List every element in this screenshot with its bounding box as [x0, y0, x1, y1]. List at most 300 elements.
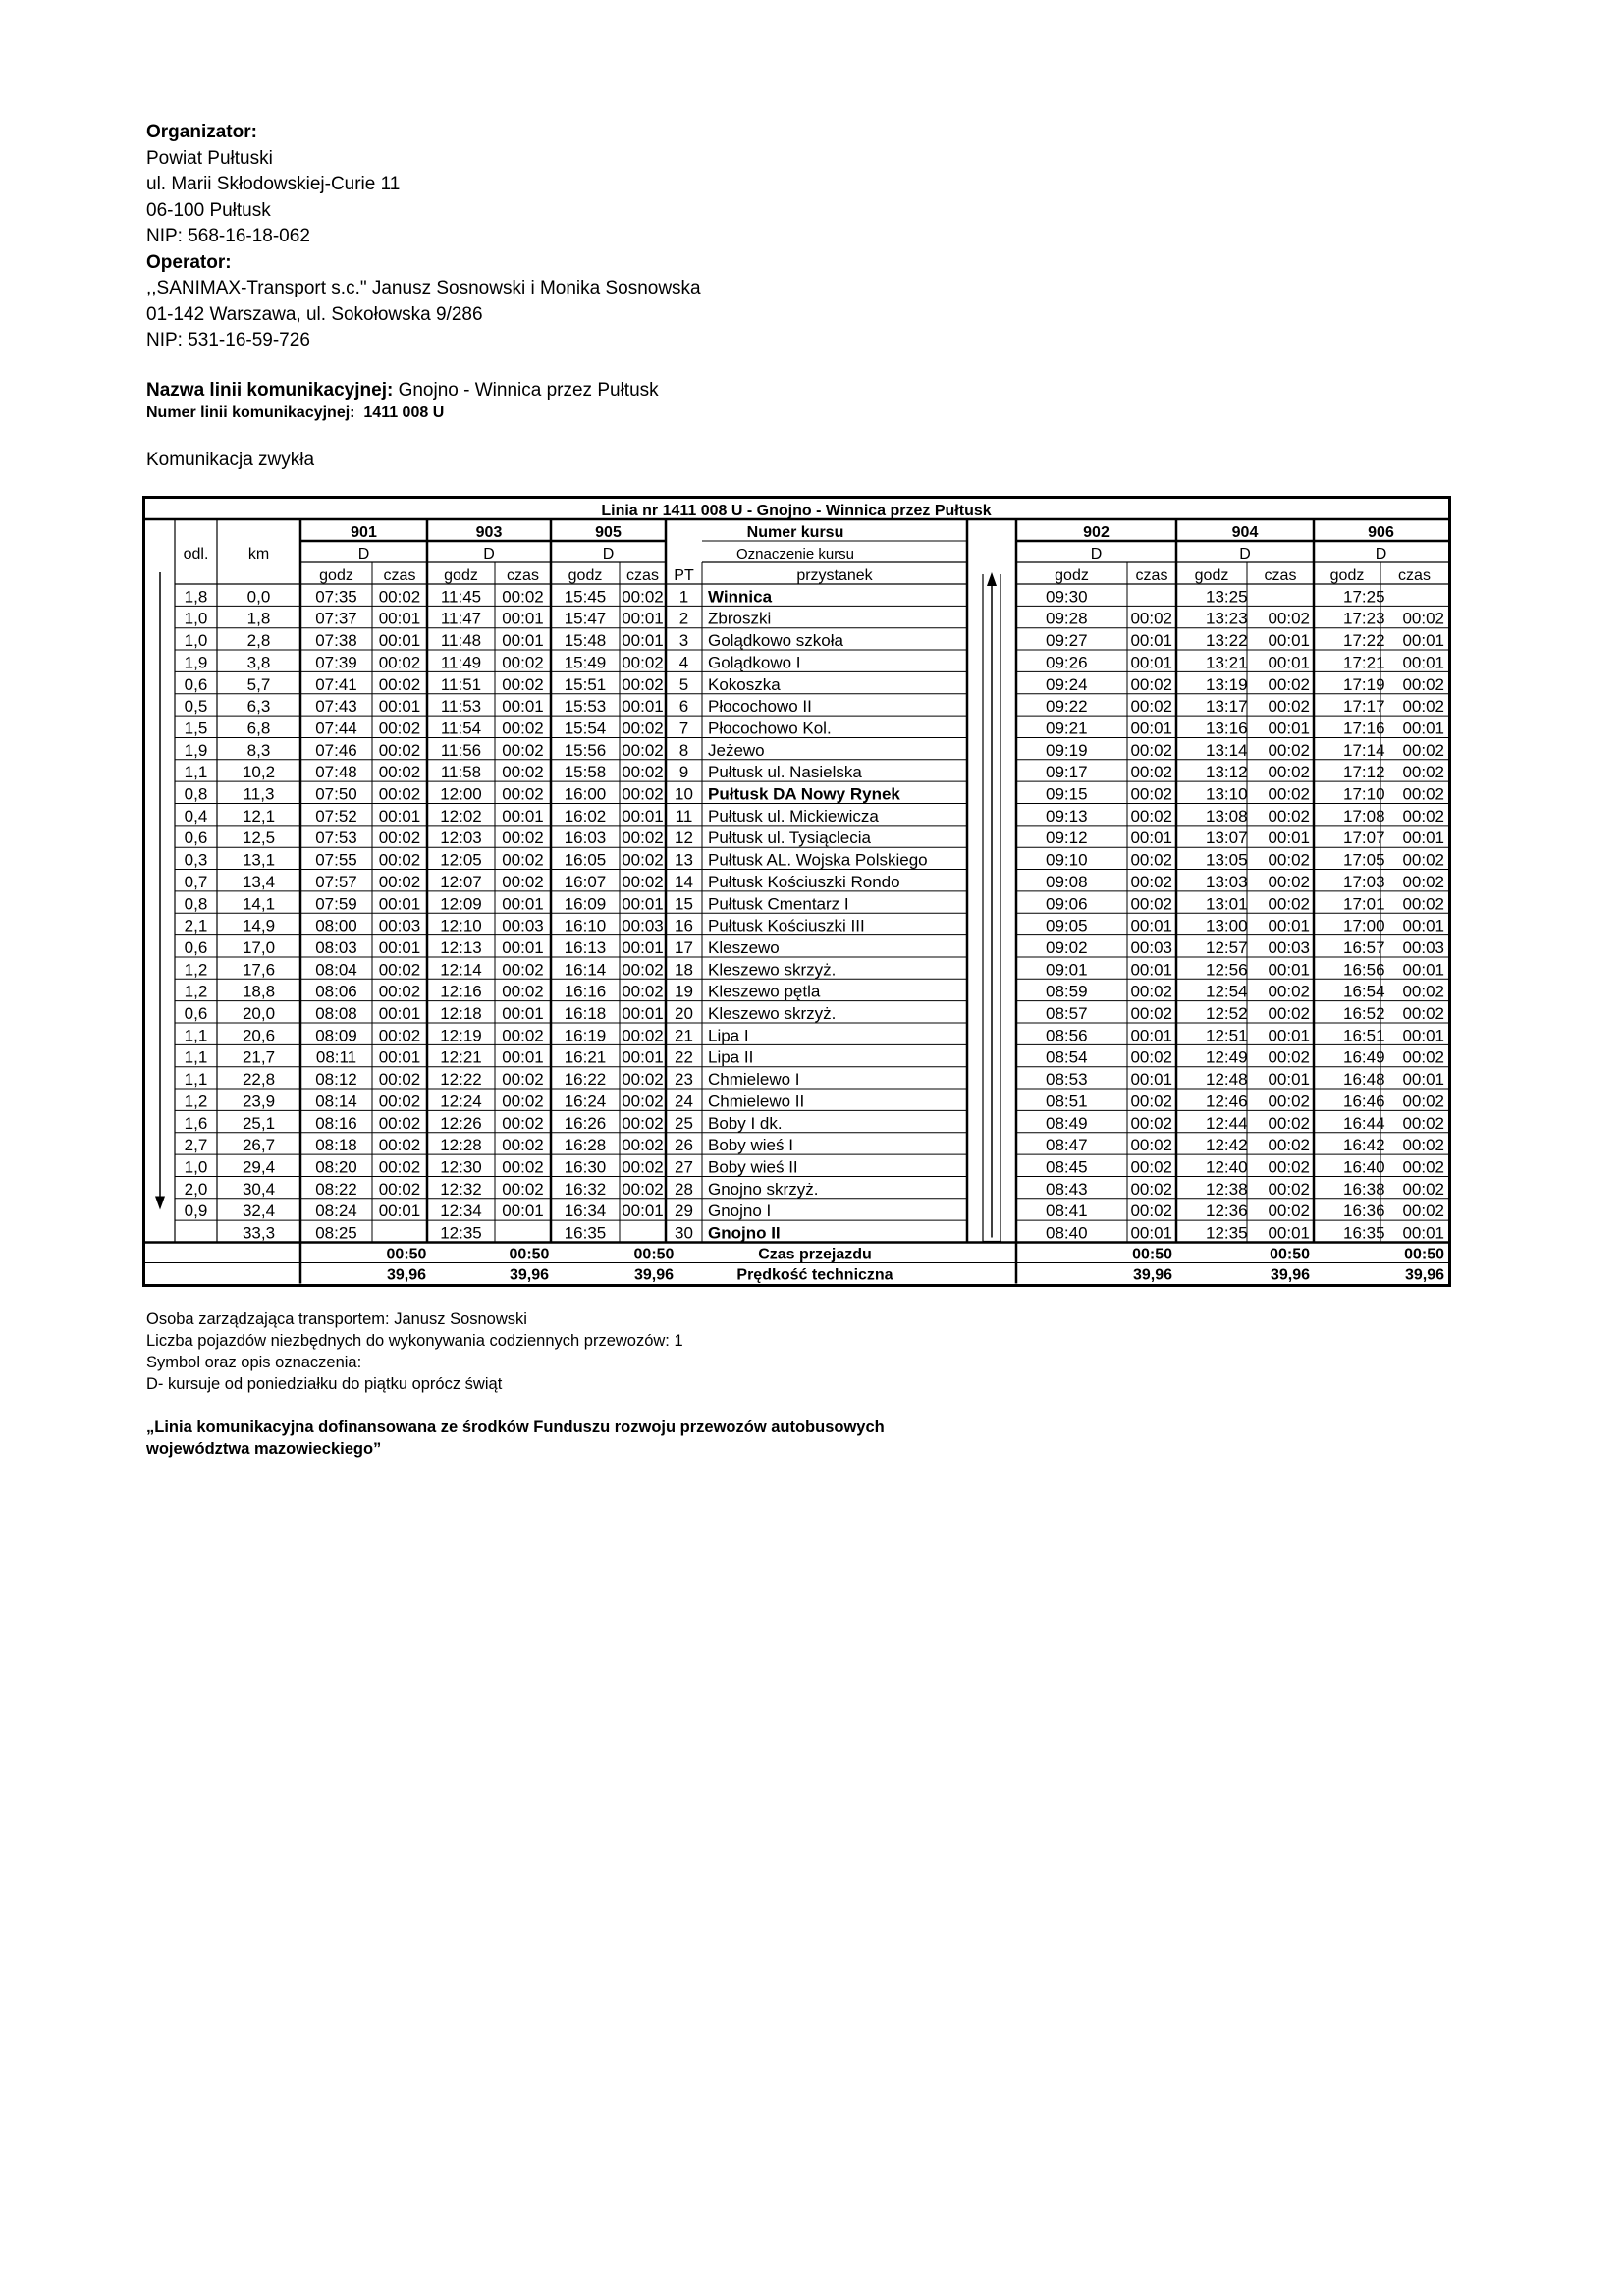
time-cell: 13:03	[1206, 872, 1248, 891]
time-cell: 00:01	[502, 894, 544, 914]
time-cell: 12:36	[1206, 1201, 1248, 1221]
time-cell: 00:01	[1268, 631, 1310, 651]
time-cell: 00:01	[622, 1201, 664, 1221]
stop-name: Golądkowo I	[708, 653, 801, 672]
time-cell: 12:44	[1206, 1113, 1248, 1133]
time-cell: 00:02	[502, 587, 544, 607]
time-cell: 00:01	[1402, 1026, 1444, 1045]
time-cell: 08:16	[315, 1113, 357, 1133]
time-cell: 00:02	[1268, 1179, 1310, 1199]
time-cell: 00:02	[1402, 1157, 1444, 1177]
time-cell: 00:02	[378, 828, 421, 848]
time-cell: 00:02	[1402, 674, 1444, 694]
time-cell: 08:59	[1046, 982, 1088, 1001]
stop-name: Winnica	[708, 587, 773, 607]
time-cell: 00:02	[622, 828, 664, 848]
time-cell: 07:48	[315, 763, 357, 782]
time-cell: 00:02	[622, 1136, 664, 1155]
time-cell: 00:02	[1268, 674, 1310, 694]
time-cell: 00:01	[502, 697, 544, 717]
odl-cell: 0,6	[184, 1004, 208, 1023]
time-cell: 00:02	[378, 674, 421, 694]
time-cell: 16:40	[1343, 1157, 1385, 1177]
time-cell: 12:05	[440, 850, 482, 870]
odl-cell: 1,0	[184, 1157, 208, 1177]
time-cell: 00:02	[502, 1157, 544, 1177]
time-cell: 00:02	[1402, 763, 1444, 782]
stop-name: Lipa I	[708, 1026, 749, 1045]
time-cell: 15:53	[564, 697, 607, 717]
time-cell: 00:02	[1268, 609, 1310, 628]
time-cell: 00:02	[378, 587, 421, 607]
pt-cell: 1	[678, 587, 689, 607]
km-cell: 17,0	[242, 937, 276, 957]
time-cell: 00:03	[1402, 937, 1444, 957]
time-cell: 12:00	[440, 784, 482, 804]
time-cell: 00:02	[378, 740, 421, 760]
time-cell: 16:28	[564, 1136, 607, 1155]
time-cell: 00:02	[1130, 894, 1172, 914]
time-cell: 09:26	[1046, 653, 1088, 672]
time-cell: 00:02	[1130, 1136, 1172, 1155]
time-cell: 12:24	[440, 1092, 482, 1111]
odl-cell: 1,2	[184, 1092, 208, 1111]
stop-name: Pułtusk AL. Wojska Polskiego	[708, 850, 928, 870]
time-cell: 09:05	[1046, 916, 1088, 935]
time-cell: 09:01	[1046, 960, 1088, 980]
godz-header: godz	[319, 567, 353, 584]
time-cell: 16:36	[1343, 1201, 1385, 1221]
time-cell: 16:00	[564, 784, 607, 804]
time-cell: 00:03	[378, 916, 421, 935]
time-cell: 00:02	[1268, 784, 1310, 804]
pt-cell: 6	[678, 697, 689, 717]
time-cell: 00:02	[1268, 872, 1310, 891]
time-cell: 00:01	[502, 806, 544, 826]
time-cell: 13:07	[1206, 828, 1248, 848]
time-cell: 00:02	[622, 763, 664, 782]
stop-name: Kokoszka	[708, 674, 781, 694]
time-cell: 00:02	[1130, 872, 1172, 891]
godz-header: godz	[568, 567, 603, 584]
time-cell: 12:49	[1206, 1047, 1248, 1067]
time-cell: 00:01	[1268, 916, 1310, 935]
pt-cell: 28	[675, 1179, 693, 1199]
time-cell: 00:03	[1268, 937, 1310, 957]
time-cell: 00:02	[1268, 697, 1310, 717]
time-cell: 12:48	[1206, 1070, 1248, 1090]
time-cell: 16:30	[564, 1157, 607, 1177]
time-cell: 00:02	[622, 1026, 664, 1045]
time-cell: 00:02	[1402, 1047, 1444, 1067]
time-cell: 09:24	[1046, 674, 1088, 694]
time-cell: 00:02	[1268, 1047, 1310, 1067]
time-cell: 12:32	[440, 1179, 482, 1199]
stop-name: Pułtusk ul. Mickiewicza	[708, 806, 879, 826]
total-time-cell: 00:50	[509, 1246, 550, 1263]
time-cell: 07:57	[315, 872, 357, 891]
time-cell: 00:03	[1130, 937, 1172, 957]
time-cell: 16:44	[1343, 1113, 1385, 1133]
time-cell: 00:01	[1130, 1070, 1172, 1090]
pt-cell: 19	[675, 982, 693, 1001]
course-number: 904	[1231, 524, 1259, 541]
time-cell: 15:54	[564, 719, 607, 738]
total-time-cell: 00:50	[1132, 1246, 1172, 1263]
km-cell: 13,4	[242, 872, 276, 891]
time-cell: 17:25	[1343, 587, 1385, 607]
time-cell: 08:09	[315, 1026, 357, 1045]
operator-nip: NIP: 531-16-59-726	[146, 330, 310, 350]
time-cell: 09:10	[1046, 850, 1088, 870]
time-cell: 16:35	[564, 1223, 607, 1243]
pt-cell: 23	[675, 1070, 693, 1090]
time-cell: 17:10	[1343, 784, 1385, 804]
time-cell: 15:58	[564, 763, 607, 782]
stop-name: Pułtusk ul. Nasielska	[708, 763, 862, 782]
time-cell: 13:10	[1206, 784, 1248, 804]
time-cell: 11:49	[440, 653, 482, 672]
time-cell: 11:47	[440, 609, 482, 628]
time-cell: 08:18	[315, 1136, 357, 1155]
time-cell: 09:22	[1046, 697, 1088, 717]
time-cell: 00:02	[378, 653, 421, 672]
time-cell: 16:22	[564, 1070, 607, 1090]
odl-cell: 0,8	[184, 784, 208, 804]
pt-cell: 29	[675, 1201, 693, 1221]
time-cell: 00:02	[1130, 740, 1172, 760]
przystanek-header: przystanek	[796, 567, 873, 584]
time-cell: 00:02	[1268, 1157, 1310, 1177]
time-cell: 00:02	[502, 1026, 544, 1045]
time-cell: 00:02	[1402, 697, 1444, 717]
pt-cell: 22	[675, 1047, 693, 1067]
km-cell: 11,3	[243, 784, 275, 804]
stop-name: Pułtusk ul. Tysiąclecia	[708, 828, 871, 848]
time-cell: 16:48	[1343, 1070, 1385, 1090]
pt-header: PT	[674, 567, 694, 584]
time-cell: 08:56	[1046, 1026, 1088, 1045]
time-cell: 08:40	[1046, 1223, 1088, 1243]
czas-header: czas	[1264, 567, 1297, 584]
time-cell: 07:55	[315, 850, 357, 870]
czas-header: czas	[383, 567, 416, 584]
time-cell: 00:01	[622, 1047, 664, 1067]
time-cell: 12:40	[1206, 1157, 1248, 1177]
time-cell: 00:01	[1130, 719, 1172, 738]
time-cell: 09:02	[1046, 937, 1088, 957]
time-cell: 09:27	[1046, 631, 1088, 651]
total-time-cell: 00:50	[633, 1246, 675, 1263]
time-cell: 00:02	[502, 1092, 544, 1111]
odl-cell: 1,0	[184, 631, 208, 651]
stop-name: Kleszewo skrzyż.	[708, 1004, 837, 1023]
time-cell: 00:01	[502, 631, 544, 651]
time-cell: 16:38	[1343, 1179, 1385, 1199]
time-cell: 00:01	[622, 631, 664, 651]
odl-cell: 1,2	[184, 960, 208, 980]
time-cell: 16:02	[564, 806, 607, 826]
time-cell: 00:02	[622, 784, 664, 804]
time-cell: 00:01	[1130, 828, 1172, 848]
time-cell: 00:02	[1402, 1113, 1444, 1133]
course-mark: D	[1239, 546, 1251, 562]
km-cell: 5,7	[246, 674, 271, 694]
km-cell: 2,8	[246, 631, 271, 651]
course-mark: D	[483, 546, 495, 562]
time-cell: 12:52	[1206, 1004, 1248, 1023]
odl-cell: 0,9	[184, 1201, 208, 1221]
km-cell: 25,1	[242, 1113, 276, 1133]
pt-cell: 5	[678, 674, 689, 694]
km-cell: 26,7	[242, 1136, 276, 1155]
km-cell: 0,0	[246, 587, 271, 607]
time-cell: 12:56	[1206, 960, 1248, 980]
symbol-d-description: D- kursuje od poniedziałku do piątku oprócz świąt	[146, 1375, 503, 1393]
time-cell: 00:02	[1268, 894, 1310, 914]
time-cell: 00:01	[622, 894, 664, 914]
up-arrow-icon	[987, 572, 997, 586]
time-cell: 07:38	[315, 631, 357, 651]
time-cell: 17:17	[1343, 697, 1385, 717]
line-name-value: Gnojno - Winnica przez Pułtusk	[393, 380, 659, 400]
time-cell: 00:01	[1268, 719, 1310, 738]
time-cell: 00:01	[378, 1047, 421, 1067]
time-cell: 16:46	[1343, 1092, 1385, 1111]
time-cell: 00:02	[1130, 1047, 1172, 1067]
time-cell: 17:03	[1343, 872, 1385, 891]
km-cell: 14,1	[242, 894, 276, 914]
km-cell: 12,1	[242, 806, 276, 826]
symbols-label: Symbol oraz opis oznaczenia:	[146, 1354, 362, 1371]
time-cell: 00:02	[1268, 982, 1310, 1001]
time-cell: 00:01	[622, 697, 664, 717]
time-cell: 08:24	[315, 1201, 357, 1221]
time-cell: 16:42	[1343, 1136, 1385, 1155]
time-cell: 08:03	[315, 937, 357, 957]
km-cell: 20,6	[242, 1026, 276, 1045]
km-cell: 17,6	[242, 960, 276, 980]
pt-cell: 11	[675, 806, 693, 826]
vehicles-count: Liczba pojazdów niezbędnych do wykonywania codziennych przewozów: 1	[146, 1332, 683, 1350]
time-cell: 13:16	[1206, 719, 1248, 738]
stop-name: Kleszewo	[708, 937, 780, 957]
time-cell: 00:02	[502, 1179, 544, 1199]
time-cell: 00:01	[1402, 960, 1444, 980]
odl-cell: 0,8	[184, 894, 208, 914]
operator-name: ,,SANIMAX-Transport s.c." Janusz Sosnowski i Monika Sosnowska	[146, 278, 701, 298]
time-cell: 00:02	[1268, 850, 1310, 870]
km-cell: 23,9	[242, 1092, 276, 1111]
time-cell: 00:02	[378, 1136, 421, 1155]
time-cell: 09:12	[1046, 828, 1088, 848]
time-cell: 00:02	[502, 850, 544, 870]
time-cell: 00:02	[378, 1070, 421, 1090]
line-number-label: Numer linii komunikacyjnej:	[146, 404, 355, 421]
time-cell: 00:02	[502, 740, 544, 760]
godz-header: godz	[1329, 567, 1365, 584]
stop-name: Golądkowo szkoła	[708, 631, 843, 651]
time-cell: 00:02	[1130, 1157, 1172, 1177]
time-cell: 08:11	[315, 1047, 357, 1067]
time-cell: 00:02	[622, 740, 664, 760]
organizer-street: ul. Marii Skłodowskiej-Curie 11	[146, 174, 401, 194]
time-cell: 00:02	[502, 763, 544, 782]
czas-header: czas	[507, 567, 539, 584]
time-cell: 00:03	[622, 916, 664, 935]
time-cell: 16:26	[564, 1113, 607, 1133]
time-cell: 00:01	[502, 1047, 544, 1067]
czas-header: czas	[1135, 567, 1168, 584]
time-cell: 17:05	[1343, 850, 1385, 870]
time-cell: 00:02	[502, 982, 544, 1001]
pt-cell: 7	[678, 719, 689, 738]
time-cell: 00:01	[378, 806, 421, 826]
time-cell: 00:01	[502, 1201, 544, 1221]
time-cell: 00:02	[1130, 1201, 1172, 1221]
stop-name: Gnojno skrzyż.	[708, 1179, 819, 1199]
time-cell: 00:02	[378, 850, 421, 870]
time-cell: 08:41	[1046, 1201, 1088, 1221]
total-time-cell: 00:50	[386, 1246, 427, 1263]
time-cell: 16:19	[564, 1026, 607, 1045]
time-cell: 00:01	[378, 937, 421, 957]
km-cell: 29,4	[242, 1157, 276, 1177]
speed-cell: 39,96	[1270, 1266, 1310, 1284]
time-cell: 15:49	[564, 653, 607, 672]
time-cell: 16:32	[564, 1179, 607, 1199]
odl-cell: 0,4	[184, 806, 208, 826]
pt-cell: 20	[675, 1004, 693, 1023]
time-cell: 16:52	[1343, 1004, 1385, 1023]
time-cell: 00:02	[1130, 697, 1172, 717]
pt-cell: 3	[678, 631, 689, 651]
pt-cell: 21	[675, 1026, 693, 1045]
odl-cell: 1,5	[184, 719, 208, 738]
time-cell: 13:22	[1206, 631, 1248, 651]
organizer-city: 06-100 Pułtusk	[146, 199, 271, 221]
time-cell: 12:16	[440, 982, 482, 1001]
time-cell: 00:02	[502, 828, 544, 848]
km-cell: 32,4	[242, 1201, 276, 1221]
time-cell: 00:01	[1130, 631, 1172, 651]
time-cell: 00:01	[622, 1004, 664, 1023]
time-cell: 00:02	[1130, 674, 1172, 694]
time-cell: 16:03	[564, 828, 607, 848]
time-cell: 00:02	[1130, 850, 1172, 870]
time-cell: 07:44	[315, 719, 357, 738]
stop-name: Boby I dk.	[708, 1113, 783, 1133]
time-cell: 16:54	[1343, 982, 1385, 1001]
odl-cell: 0,3	[184, 850, 208, 870]
course-mark: D	[357, 546, 370, 562]
time-cell: 07:50	[315, 784, 357, 804]
time-cell: 08:53	[1046, 1070, 1088, 1090]
time-cell: 12:54	[1206, 982, 1248, 1001]
odl-cell: 1,0	[184, 609, 208, 628]
time-cell: 00:02	[1402, 740, 1444, 760]
time-cell: 00:02	[1268, 1004, 1310, 1023]
time-cell: 00:02	[1268, 806, 1310, 826]
odl-cell: 1,1	[184, 763, 208, 782]
line-number-value: 1411 008 U	[354, 404, 445, 421]
time-cell: 00:02	[1402, 1004, 1444, 1023]
time-cell: 17:08	[1343, 806, 1385, 826]
time-cell: 00:01	[622, 937, 664, 957]
pt-cell: 18	[675, 960, 693, 980]
time-cell: 00:02	[622, 1092, 664, 1111]
time-cell: 00:02	[378, 1179, 421, 1199]
km-cell: 21,7	[242, 1047, 276, 1067]
time-cell: 16:56	[1343, 960, 1385, 980]
time-cell: 11:54	[440, 719, 482, 738]
header-block	[146, 120, 701, 354]
time-cell: 00:02	[622, 1157, 664, 1177]
pt-cell: 24	[675, 1092, 693, 1111]
time-cell: 13:21	[1206, 653, 1248, 672]
time-cell: 13:23	[1206, 609, 1248, 628]
time-cell: 00:02	[1402, 982, 1444, 1001]
time-cell: 12:26	[440, 1113, 482, 1133]
time-cell: 00:02	[622, 1070, 664, 1090]
time-cell: 08:20	[315, 1157, 357, 1177]
time-cell: 00:02	[622, 674, 664, 694]
time-cell: 00:02	[1268, 1113, 1310, 1133]
time-cell: 00:02	[1402, 1092, 1444, 1111]
time-cell: 13:12	[1206, 763, 1248, 782]
time-cell: 00:01	[1130, 653, 1172, 672]
time-cell: 00:02	[502, 1136, 544, 1155]
time-cell: 00:02	[1402, 806, 1444, 826]
time-cell: 07:39	[315, 653, 357, 672]
time-cell: 00:02	[378, 1026, 421, 1045]
time-cell: 12:46	[1206, 1092, 1248, 1111]
pt-cell: 10	[675, 784, 693, 804]
time-cell: 12:10	[440, 916, 482, 935]
course-number: 906	[1368, 524, 1394, 541]
course-mark: D	[1090, 546, 1103, 562]
time-cell: 00:02	[622, 1113, 664, 1133]
time-cell: 00:02	[378, 1092, 421, 1111]
pt-cell: 30	[675, 1223, 693, 1243]
time-cell: 12:13	[440, 937, 482, 957]
organizer-nip: NIP: 568-16-18-062	[146, 226, 310, 246]
time-cell: 12:03	[440, 828, 482, 848]
time-cell: 09:17	[1046, 763, 1088, 782]
km-cell: 14,9	[242, 916, 276, 935]
time-cell: 12:34	[440, 1201, 482, 1221]
km-cell: 12,5	[242, 828, 276, 848]
time-cell: 00:02	[622, 960, 664, 980]
down-arrow-icon	[155, 1197, 165, 1210]
godz-header: godz	[444, 567, 478, 584]
time-cell: 09:19	[1046, 740, 1088, 760]
time-cell: 12:07	[440, 872, 482, 891]
pt-cell: 12	[675, 828, 693, 848]
time-cell: 00:01	[1402, 1070, 1444, 1090]
km-cell: 18,8	[242, 982, 276, 1001]
time-cell: 12:42	[1206, 1136, 1248, 1155]
operator-address: 01-142 Warszawa, ul. Sokołowska 9/286	[146, 303, 483, 325]
total-time-cell: 00:50	[1404, 1246, 1444, 1263]
pt-cell: 9	[678, 763, 689, 782]
time-cell: 07:37	[315, 609, 357, 628]
speed-cell: 39,96	[509, 1266, 550, 1284]
time-cell: 00:02	[378, 1157, 421, 1177]
time-cell: 12:14	[440, 960, 482, 980]
stop-name: Płocochowo II	[708, 697, 812, 717]
time-cell: 12:51	[1206, 1026, 1248, 1045]
